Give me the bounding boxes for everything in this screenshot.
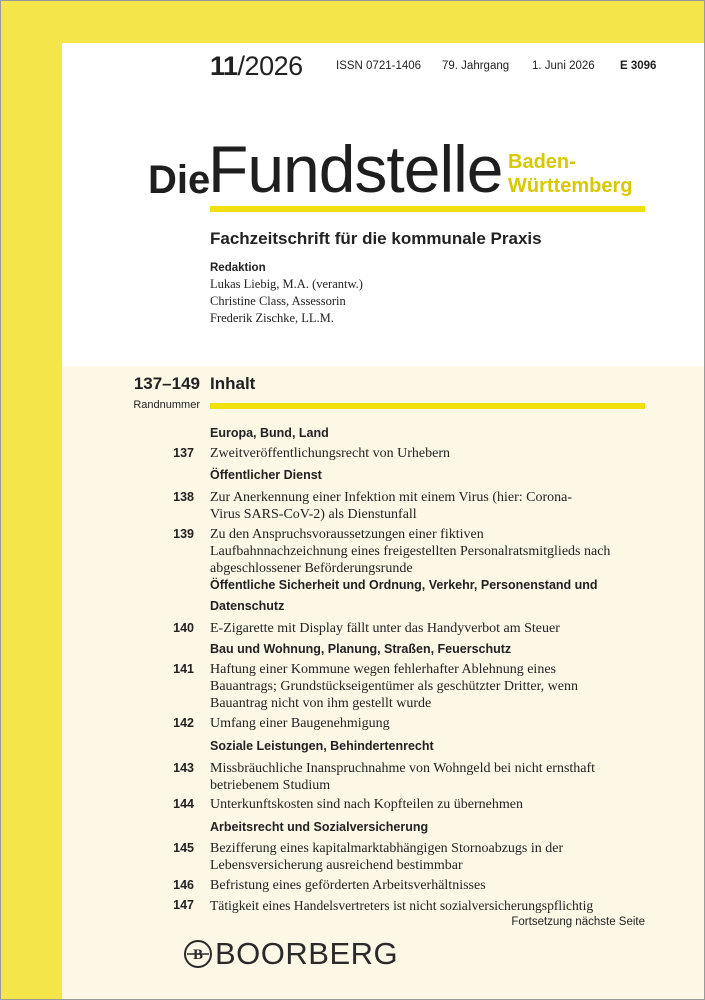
- editor-name: Frederik Zischke, LL.M.: [210, 311, 334, 325]
- list-item: [210, 526, 640, 577]
- entry-text: Zu den Anspruchsvoraussetzungen einer fiktiven: [210, 527, 484, 542]
- entry-text: Unterkunftskosten sind nach Kopfteilen zu übernehmen: [210, 797, 523, 812]
- entry-text: Tätigkeit eines Handelsvertreters ist nicht sozialversicherungspflichtig: [210, 898, 594, 913]
- entry-number: 146: [173, 878, 194, 892]
- entry-text: E-Zigarette mit Display fällt unter das Handyverbot am Steuer: [210, 621, 560, 636]
- editor-name: Christine Class, Assessorin: [210, 294, 346, 308]
- issue-number: [210, 51, 303, 82]
- entry-text: Bauantrag nicht von ihm gestellt wurde: [210, 696, 432, 711]
- region-line-2: Württemberg: [508, 175, 633, 197]
- entry-text: Haftung einer Kommune wegen fehlerhafter Ablehnung eines: [210, 662, 556, 677]
- title-prefix: Die: [148, 158, 211, 202]
- editor-name: Lukas Liebig, M.A. (verantw.): [210, 277, 363, 291]
- entry-number: 143: [173, 761, 194, 775]
- entry-text: Umfang einer Baugenehmigung: [210, 716, 390, 731]
- journal-title: Fundstelle: [208, 132, 503, 206]
- volume: 79. Jahrgang: [442, 60, 510, 72]
- editorial-heading: Redaktion: [210, 262, 266, 274]
- issue-header: [210, 51, 680, 81]
- entry-number: 139: [173, 527, 194, 541]
- section-heading: Öffentlicher Dienst: [210, 468, 322, 482]
- entry-text: Virus SARS-CoV-2) als Dienstunfall: [210, 507, 417, 522]
- list-item: [210, 489, 640, 523]
- contents-rule: [210, 403, 645, 409]
- list-item: [210, 661, 640, 712]
- entry-number: 142: [173, 716, 194, 730]
- journal-subtitle: Fachzeitschrift für die kommunale Praxis: [210, 229, 542, 248]
- section-heading: Datenschutz: [210, 599, 285, 613]
- issn: ISSN 0721-1406: [336, 60, 422, 72]
- title-rule: [210, 206, 645, 212]
- boorberg-logo-icon: [183, 939, 213, 969]
- journal-region: [508, 150, 632, 198]
- issue-number-value: 11: [210, 51, 238, 81]
- list-item: [210, 715, 640, 732]
- section-heading: Arbeitsrecht und Sozialversicherung: [210, 820, 429, 834]
- entry-number: 147: [173, 898, 194, 912]
- list-item: [210, 796, 640, 813]
- entry-text: Bezifferung eines kapitalmarktabhängigen Stornoabzugs in der: [210, 841, 564, 856]
- entry-text: Lebensversicherung ausreichend bestimmbar: [210, 858, 463, 873]
- entry-text: Zur Anerkennung einer Infektion mit einem Virus (hier: Corona-: [210, 490, 573, 505]
- contents-heading: Inhalt: [210, 374, 256, 393]
- section-heading: Bau und Wohnung, Planung, Straßen, Feuerschutz: [210, 642, 512, 656]
- entry-text: abgeschlossener Beförderungsrunde: [210, 561, 413, 576]
- entry-number: 145: [173, 841, 194, 855]
- list-item: [210, 760, 640, 794]
- section-heading: Soziale Leistungen, Behindertenrecht: [210, 739, 434, 753]
- logo-letter: B: [192, 947, 204, 963]
- entry-number: 138: [173, 490, 194, 504]
- entry-text: Missbräuchliche Inanspruchnahme von Wohngeld bei nicht ernsthaft: [210, 761, 596, 776]
- issue-code: E 3096: [620, 60, 657, 72]
- entry-text: Zweitveröffentlichungsrecht von Urhebern: [210, 446, 450, 461]
- publisher-logo: [183, 936, 403, 972]
- region-line-1: Baden-: [508, 151, 576, 173]
- entry-text: Befristung eines geförderten Arbeitsverhältnisses: [210, 878, 486, 893]
- entry-number: 141: [173, 662, 194, 676]
- entry-number: 144: [173, 797, 194, 811]
- list-item: [210, 620, 640, 637]
- list-item: [210, 840, 640, 874]
- entry-text: Laufbahnnachzeichnung eines freigestellten Personalratsmitglieds nach: [210, 544, 611, 559]
- entry-number: 137: [173, 446, 194, 460]
- entry-number: 140: [173, 621, 194, 635]
- list-item: [210, 445, 640, 462]
- issue-year: /2026: [237, 51, 303, 81]
- section-heading: Öffentliche Sicherheit und Ordnung, Verkehr, Personenstand und: [210, 578, 598, 592]
- continuation-note: Fortsetzung nächste Seite: [511, 916, 645, 928]
- entry-text: Bauantrags; Grundstückseigentümer als geschützter Dritter, wenn: [210, 679, 578, 694]
- margin-number-range: 137–149: [133, 374, 200, 393]
- list-item: [210, 877, 640, 894]
- issue-date: 1. Juni 2026: [532, 60, 595, 72]
- list-item: [210, 897, 650, 914]
- entry-text: betriebenem Studium: [210, 778, 331, 793]
- publisher-name: BOORBERG: [215, 936, 399, 971]
- section-heading: Europa, Bund, Land: [210, 426, 329, 440]
- margin-number-label: Randnummer: [133, 399, 200, 411]
